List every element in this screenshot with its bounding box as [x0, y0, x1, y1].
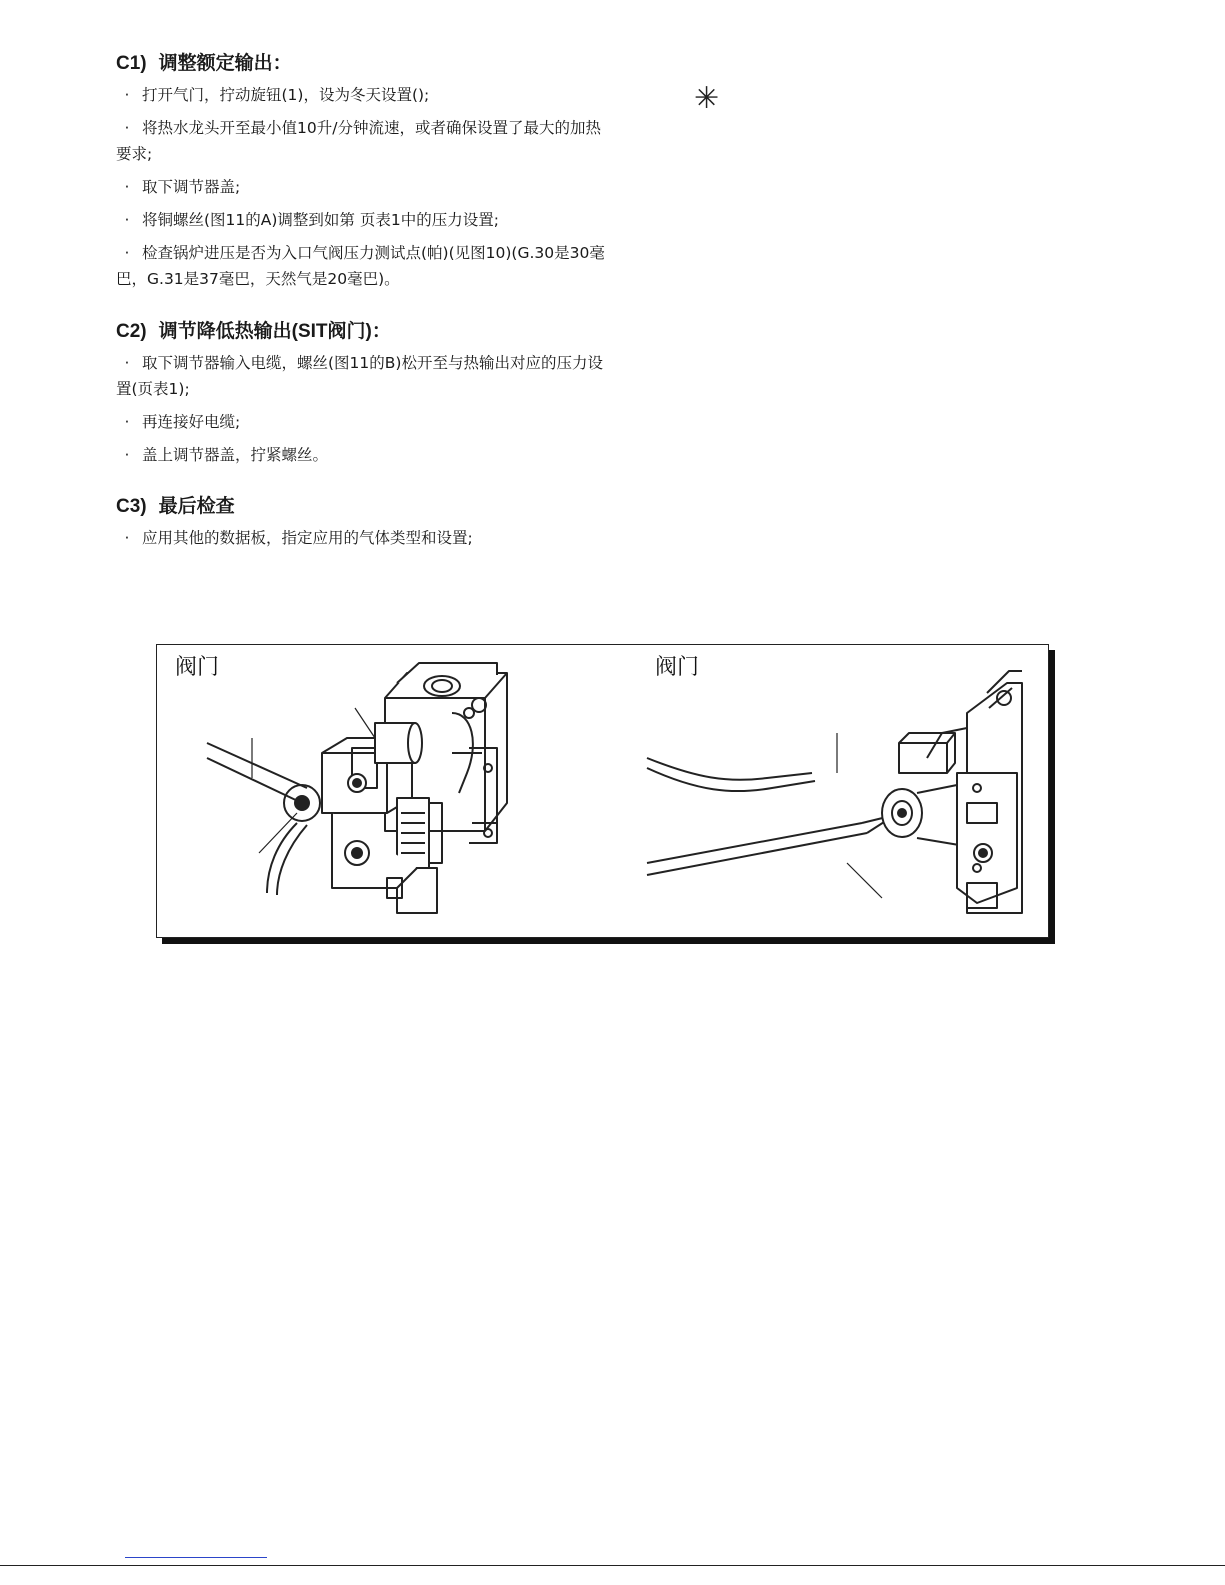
right-valve-label: 阀门	[655, 655, 700, 680]
section-c1-heading	[116, 50, 616, 78]
list-item	[116, 442, 616, 468]
section-c3-code: C3)	[116, 496, 147, 517]
section-c1	[116, 50, 616, 292]
bullet-dot: ·	[124, 119, 130, 137]
section-c3-heading	[116, 493, 616, 521]
footer-link-underline	[125, 1557, 267, 1558]
section-c2-heading	[116, 318, 616, 346]
instructions-column	[116, 50, 616, 558]
list-item	[116, 525, 616, 551]
bullet-dot: ·	[124, 178, 130, 196]
section-c1-title: 调整额定输出：	[158, 53, 292, 74]
list-item-text: 检查锅炉进压是否为入口气阀压力测试点(帕)(见图10)(G.30是30毫巴，G.31是37毫巴，天然气是20毫巴)。	[116, 244, 605, 288]
list-item	[116, 409, 616, 435]
list-item-text: 取下调节器盖;	[142, 178, 241, 196]
bullet-dot: ·	[124, 211, 130, 229]
list-item	[116, 174, 616, 200]
honeywell-valve-drawing	[197, 653, 537, 933]
footer-rule	[0, 1565, 1225, 1566]
list-item	[116, 207, 616, 233]
bullet-dot: ·	[124, 529, 130, 547]
valve-figure	[156, 644, 1049, 938]
section-c2-title: 调节降低热输出(SIT阀门)：	[158, 321, 391, 342]
winter-snowflake-icon: ✳	[694, 81, 720, 116]
list-item-text: 盖上调节器盖，拧紧螺丝。	[142, 446, 329, 464]
bullet-dot: ·	[124, 86, 130, 104]
list-item	[116, 240, 616, 292]
section-c1-code: C1)	[116, 53, 147, 74]
list-item	[116, 82, 616, 108]
list-item-text: 打开气门，拧动旋钮(1)，设为冬天设置();	[142, 86, 430, 104]
bullet-dot: ·	[124, 413, 130, 431]
list-item-text: 将铜螺丝(图11的A)调整到如第 页表1中的压力设置;	[142, 211, 499, 229]
list-item	[116, 115, 616, 167]
list-item-text: 再连接好电缆;	[142, 413, 241, 431]
bullet-dot: ·	[124, 446, 130, 464]
bullet-dot: ·	[124, 244, 130, 262]
list-item-text: 应用其他的数据板，指定应用的气体类型和设置;	[142, 529, 473, 547]
section-c3	[116, 493, 616, 551]
bullet-dot: ·	[124, 354, 130, 372]
left-valve-label: 阀门	[175, 655, 220, 680]
list-item-text: 将热水龙头开至最小值10升/分钟流速，或者确保设置了最大的加热要求;	[116, 119, 601, 163]
list-item-text: 取下调节器输入电缆，螺丝(图11的B)松开至与热输出对应的压力设置(页表1);	[116, 354, 603, 398]
list-item	[116, 350, 616, 402]
section-c2	[116, 318, 616, 468]
sit-valve-drawing	[637, 653, 1027, 933]
section-c2-code: C2)	[116, 321, 147, 342]
section-c3-title: 最后检查	[158, 496, 235, 517]
